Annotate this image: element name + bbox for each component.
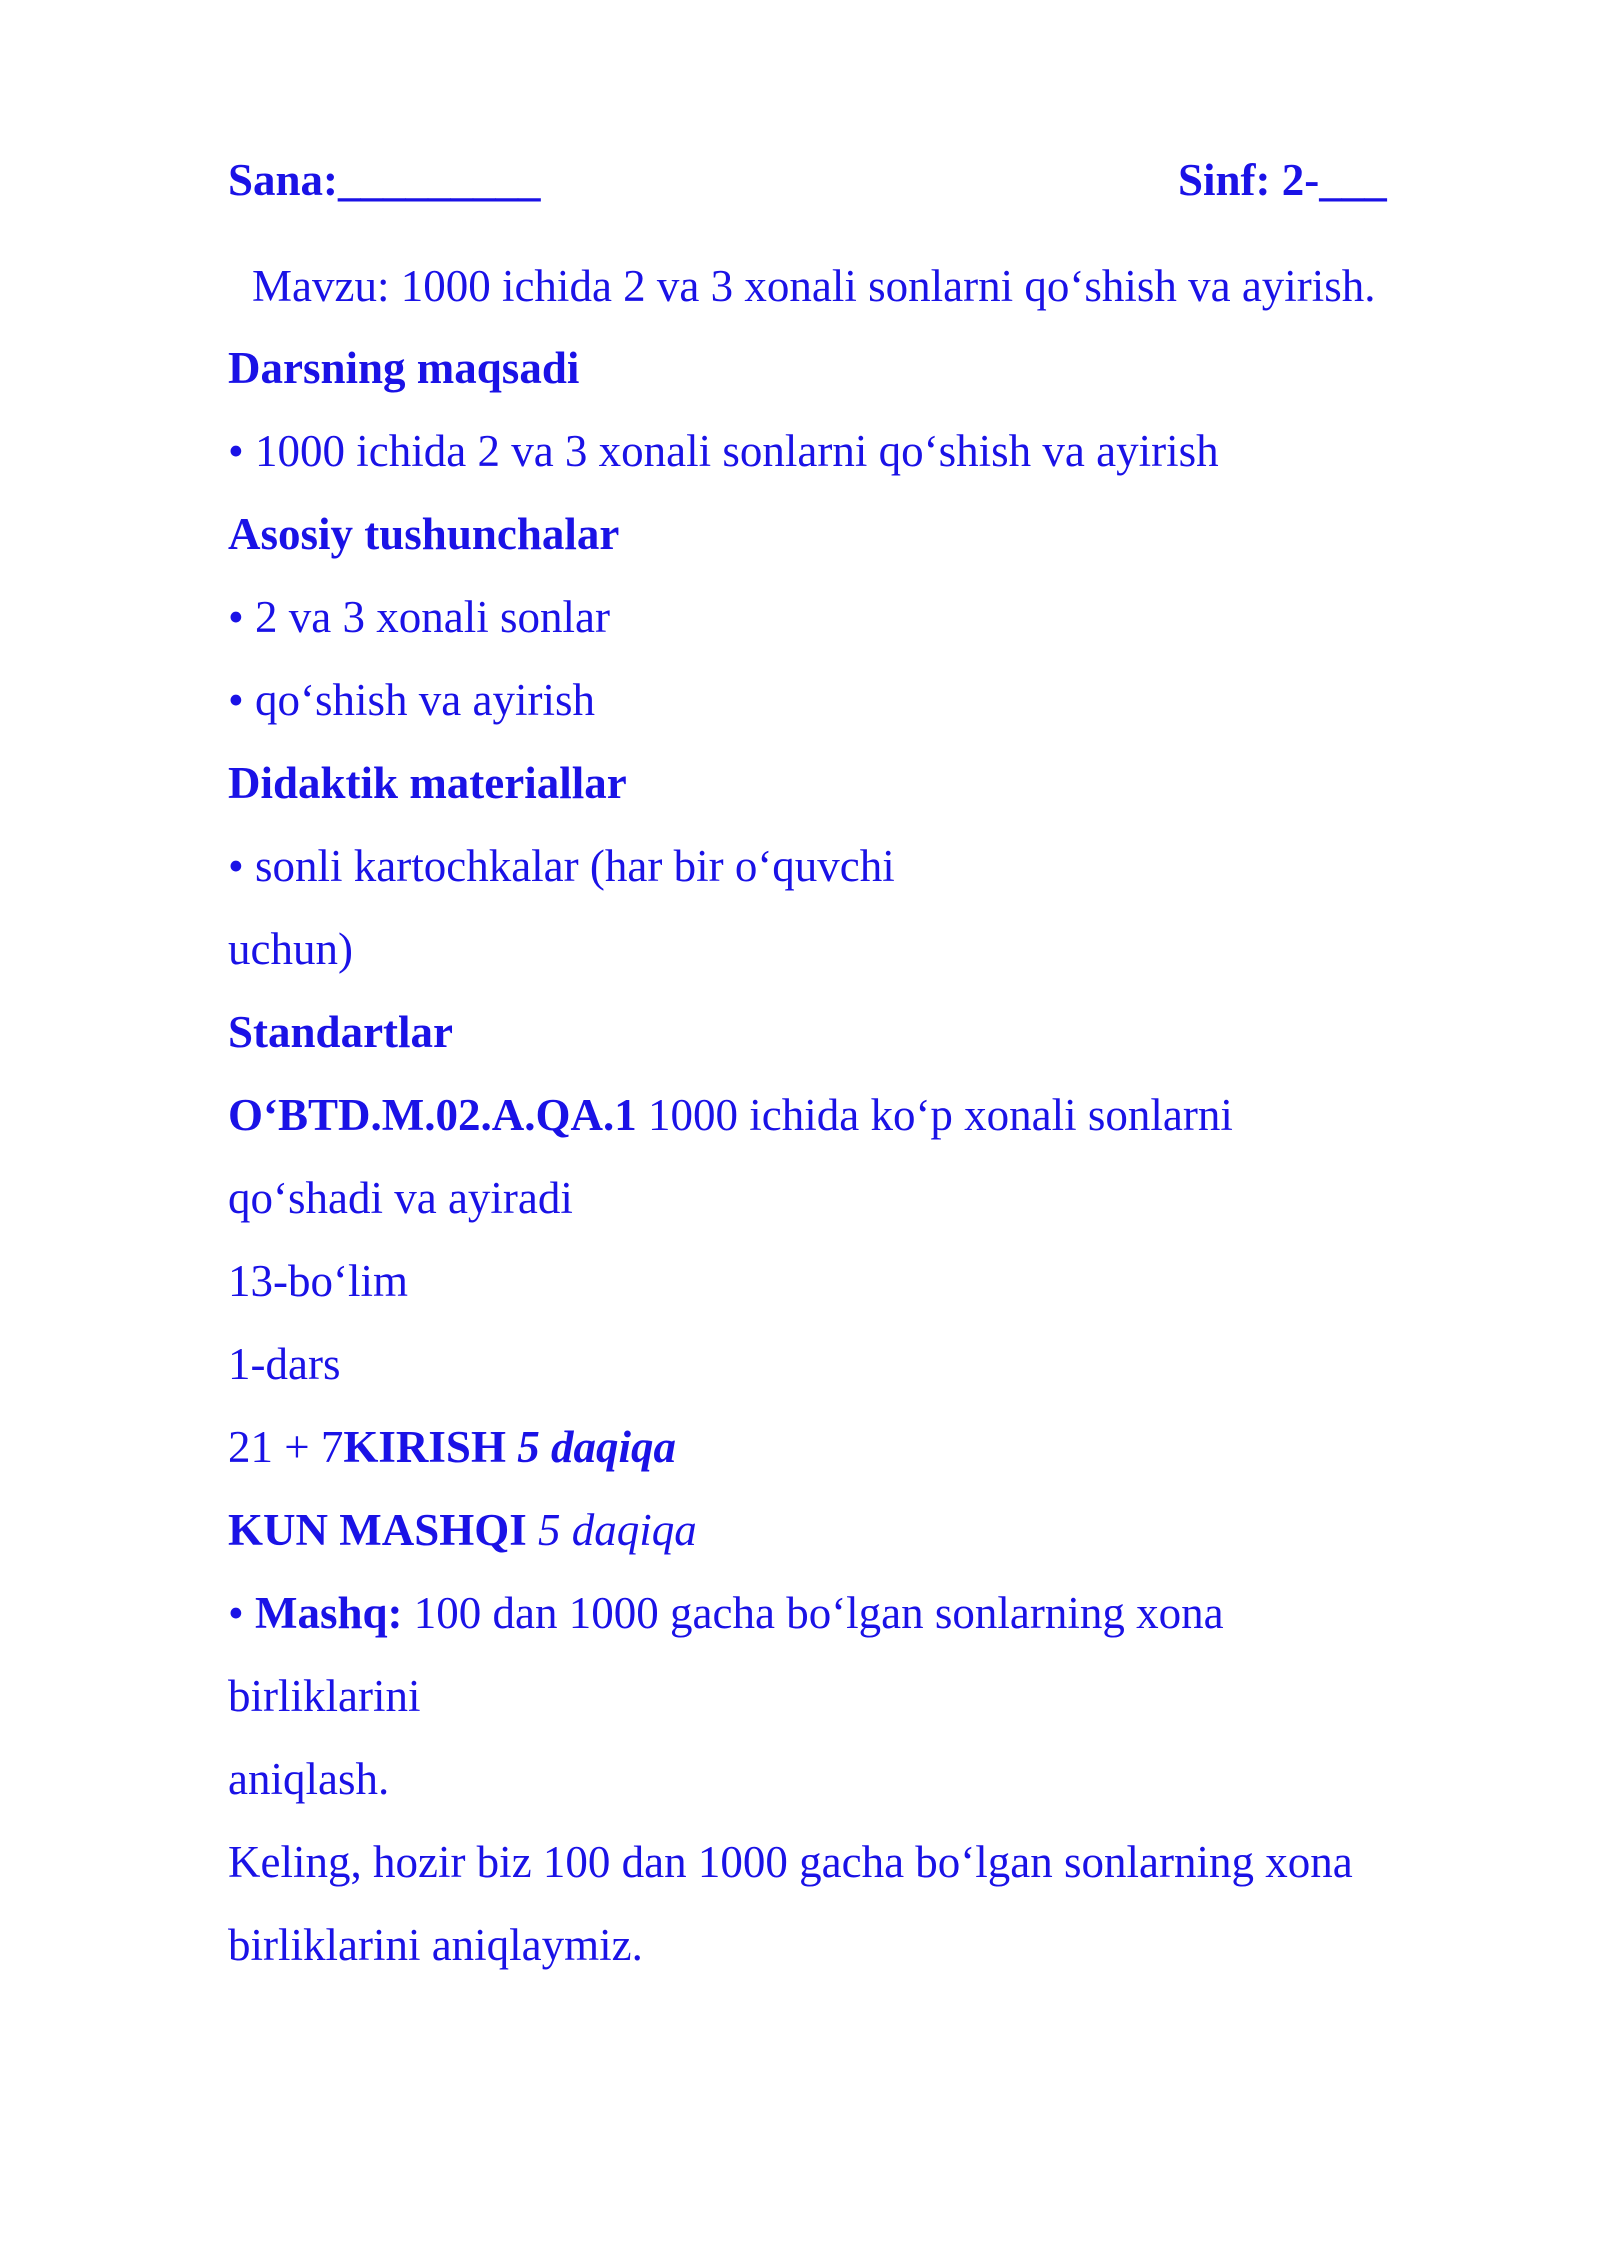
intro-prefix: 21 + 7 (228, 1422, 344, 1472)
concept-item-2: • qo‘shish va ayirish (228, 675, 595, 725)
explanation-line-1: Keling, hozir biz 100 dan 1000 gacha bo‘lgan sonlarning xona (228, 1837, 1353, 1887)
standard-text-1: 1000 ichida ko‘p xonali sonlarni (636, 1090, 1233, 1140)
topic-line: Mavzu: 1000 ichida 2 va 3 xonali sonlarni qo‘shish va ayirish. (252, 261, 1376, 311)
materials-heading: Didaktik materiallar (228, 758, 627, 808)
goal-heading: Darsning maqsadi (228, 343, 580, 393)
concept-item-1: • 2 va 3 xonali sonlar (228, 592, 610, 642)
exercise-bullet: • (228, 1588, 256, 1638)
lesson-number: 1-dars (228, 1339, 341, 1389)
intro-line (228, 1419, 676, 1475)
standards-line-2: qo‘shadi va ayiradi (228, 1173, 573, 1223)
section-number: 13-bo‘lim (228, 1256, 408, 1306)
class-label: Sinf: 2- (1178, 155, 1320, 205)
intro-title: KIRISH (343, 1422, 506, 1472)
date-field (228, 152, 541, 208)
exercise-text-1: 100 dan 1000 gacha bo‘lgan sonlarning xona (402, 1588, 1224, 1638)
standards-line-1 (228, 1087, 1233, 1143)
exercise-line-2: birliklarini (228, 1671, 421, 1721)
materials-item-line-2: uchun) (228, 924, 353, 974)
exercise-line-1 (228, 1585, 1224, 1641)
explanation-line-2: birliklarini aniqlaymiz. (228, 1920, 643, 1970)
date-label: Sana: (228, 155, 339, 205)
standard-code: O‘BTD.M.02.A.QA.1 (228, 1090, 637, 1140)
goal-item: • 1000 ichida 2 va 3 xonali sonlarni qo‘shish va ayirish (228, 426, 1219, 476)
daily-exercise-title: KUN MASHQI (228, 1505, 527, 1555)
class-blank: ___ (1319, 155, 1387, 205)
class-field (1178, 152, 1387, 208)
daily-exercise-heading (228, 1502, 697, 1558)
exercise-line-3: aniqlash. (228, 1754, 390, 1804)
exercise-label: Mashq: (255, 1588, 403, 1638)
standards-heading: Standartlar (228, 1007, 453, 1057)
materials-item-line-1: • sonli kartochkalar (har bir o‘quvchi (228, 841, 895, 891)
date-blank: _________ (338, 155, 541, 205)
daily-exercise-duration: 5 daqiqa (526, 1505, 697, 1555)
intro-duration: 5 daqiqa (505, 1422, 676, 1472)
concepts-heading: Asosiy tushunchalar (228, 509, 620, 559)
